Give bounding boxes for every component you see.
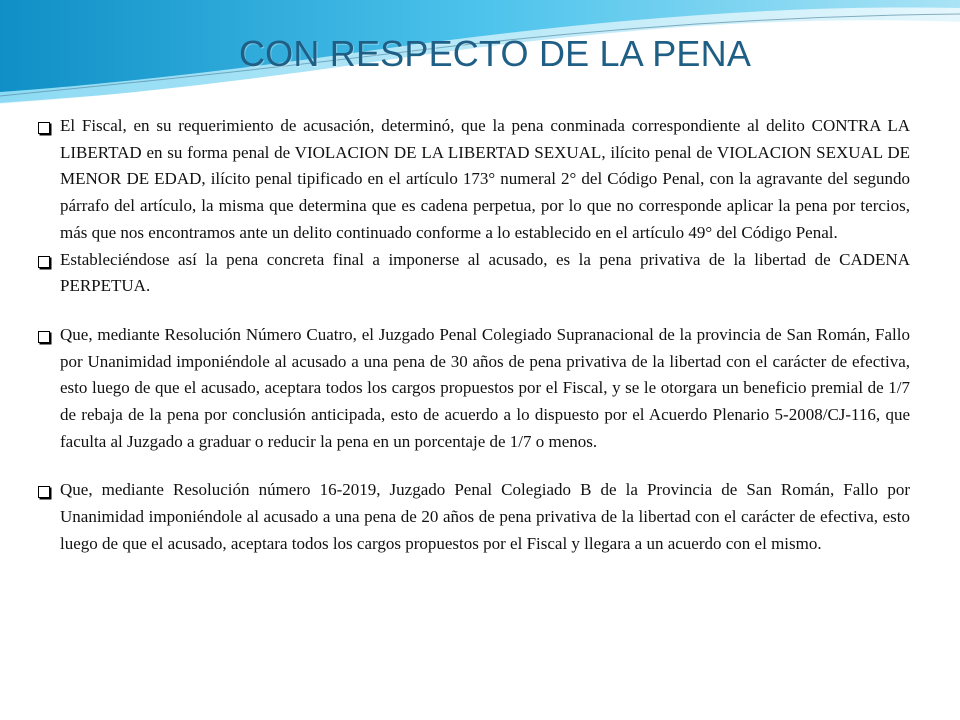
paragraph-gap xyxy=(36,300,910,322)
list-item xyxy=(36,322,910,456)
checkbox-bullet-icon xyxy=(38,256,50,268)
slide-body xyxy=(36,113,910,558)
paragraph-text: Que, mediante Resolución número 16-2019, Juzgado Penal Colegiado B de la Provincia de San Román, Fallo por Unanimidad imponiéndole al acusado a una pena de 20 años de pena privativa de la libertad con el carácter de efectiva, esto luego de que el acusado, aceptara todos los cargos propuestos por el Fiscal y llegara a un acuerdo con el mismo. xyxy=(60,480,910,553)
checkbox-bullet-icon xyxy=(38,486,50,498)
list-item xyxy=(36,247,910,300)
slide-title: CON RESPECTO DE LA PENA xyxy=(238,33,752,74)
checkbox-bullet-icon xyxy=(38,122,50,134)
paragraph-gap xyxy=(36,455,910,477)
paragraph-text: Que, mediante Resolución Número Cuatro, el Juzgado Penal Colegiado Supranacional de la provincia de San Román, Fallo por Unanimidad imponiéndole al acusado a una pena de 30 años de pena privativa de la libertad con el carácter de efectiva, esto luego de que el acusado, aceptara todos los cargos propuestos por el Fiscal, y se le otorgara un beneficio premial de 1/7 de rebaja de la pena por conclusión anticipada, esto de acuerdo a lo dispuesto por el Acuerdo Plenario 5-2008/CJ-116, que faculta al Juzgado a graduar o reducir la pena en un porcentaje de 1/7 o menos. xyxy=(60,324,910,451)
checkbox-bullet-icon xyxy=(38,331,50,343)
paragraph-text: El Fiscal, en su requerimiento de acusación, determinó, que la pena conminada correspondiente al delito CONTRA LA LIBERTAD en su forma penal de VIOLACION DE LA LIBERTAD SEXUAL, ilícito penal de VIOLACION SEXUAL DE MENOR DE EDAD, ilícito penal tipificado en el artículo 173° numeral 2° del Código Penal, con la agravante del segundo párrafo del artículo, la misma que determina que es cadena perpetua, por lo que no corresponde aplicar la pena por tercios, más que nos encontramos ante un delito continuado conforme a lo establecido en el artículo 49° del Código Penal. xyxy=(60,116,910,242)
paragraph-text: Estableciéndose así la pena concreta final a imponerse al acusado, es la pena privativa de la libertad de CADENA PERPETUA. xyxy=(60,249,910,296)
list-item xyxy=(36,113,910,247)
list-item xyxy=(36,477,910,557)
